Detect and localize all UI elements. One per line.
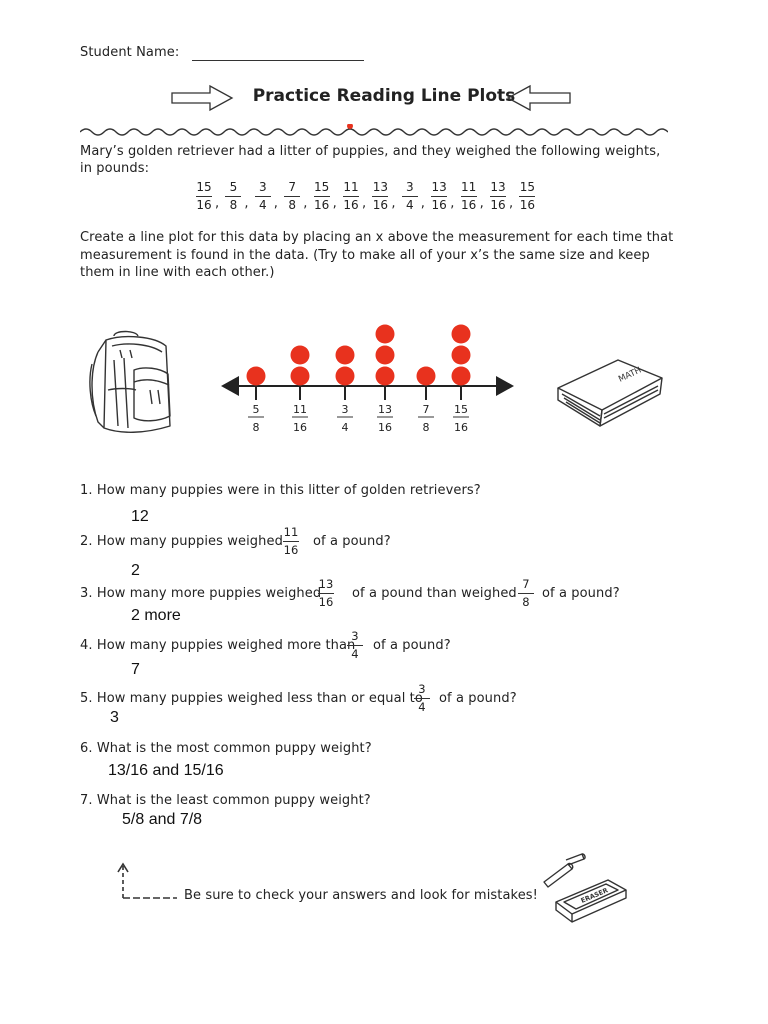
- plot-dot: [336, 367, 355, 386]
- answer-1: 12: [131, 508, 149, 525]
- answer-3: 2 more: [131, 607, 181, 624]
- weight-fraction: 13 16: [431, 180, 447, 212]
- question-3-middle: of a pound than weighed: [352, 586, 517, 601]
- eraser-label: ERASER: [579, 886, 610, 905]
- weight-fraction: 15 16: [313, 180, 330, 212]
- answer-5: 3: [110, 709, 119, 726]
- plot-tick-label-denominator: 8: [422, 421, 430, 434]
- wavy-divider: [80, 124, 668, 144]
- plot-tick-label-numerator: 11: [293, 403, 307, 416]
- plot-dot: [291, 367, 310, 386]
- weight-fraction: 5 8: [222, 180, 244, 213]
- weight-separator: ,: [479, 196, 484, 211]
- plot-dot: [291, 346, 310, 365]
- plot-dot: [247, 367, 266, 386]
- question-5-fraction: 3 4: [411, 682, 433, 715]
- answer-6: 13/16 and 15/16: [108, 762, 224, 779]
- plot-tick-label-numerator: 7: [422, 403, 430, 416]
- plot-tick-label-denominator: 16: [293, 421, 307, 434]
- question-1: 1. How many puppies were in this litter of golden retrievers?: [80, 483, 481, 498]
- weight-fraction: 11 16: [460, 180, 477, 212]
- plot-tick-label-denominator: 4: [341, 421, 349, 434]
- page-title: Practice Reading Line Plots: [252, 86, 516, 106]
- plot-tick-label-numerator: 15: [454, 403, 468, 416]
- arrow-left-icon: [506, 84, 572, 112]
- question-4: [80, 629, 500, 666]
- plot-dot: [452, 325, 471, 344]
- weight-separator: ,: [362, 196, 367, 211]
- question-4-text: 4. How many puppies weighed more than: [80, 638, 356, 653]
- weight-separator: ,: [244, 196, 249, 211]
- chalk-eraser-icon: [538, 852, 632, 928]
- plot-dot: [376, 367, 395, 386]
- weight-separator: ,: [332, 196, 337, 211]
- weight-separator: ,: [303, 196, 308, 211]
- weight-fraction: 13 16: [372, 180, 389, 212]
- answer-2: 2: [131, 562, 140, 579]
- line-plot: [215, 305, 520, 440]
- weight-separator: ,: [420, 196, 425, 211]
- question-3-fraction-2: 7 8: [515, 577, 537, 610]
- intro-text: Mary’s golden retriever had a litter of puppies, and they weighed the following weights, in pounds:: [80, 144, 661, 176]
- plot-tick-label-numerator: 3: [341, 403, 349, 416]
- question-3-fraction-1: 13 16: [318, 577, 334, 609]
- instructions-text: Create a line plot for this data by placing an x above the measurement for each time that measurement is found in the data. (Try to make all of your x’s the same size and keep them in line with each other.): [80, 230, 674, 280]
- book-label: MATH: [617, 365, 644, 385]
- weight-fraction: 15 16: [196, 180, 212, 212]
- weight-fraction: 11 16: [343, 180, 359, 212]
- question-2-fraction: 11 16: [283, 525, 299, 557]
- plot-dot: [376, 325, 395, 344]
- student-name-label: Student Name:: [80, 45, 180, 60]
- footer-text: Be sure to check your answers and look for mistakes!: [184, 888, 538, 903]
- answer-7: 5/8 and 7/8: [122, 811, 203, 828]
- weight-fraction: 3 4: [252, 180, 274, 213]
- weight-separator: ,: [215, 196, 220, 211]
- question-2-text: 2. How many puppies weighed: [80, 534, 283, 549]
- question-5: [80, 682, 540, 719]
- weight-fraction: 13 16: [490, 180, 506, 212]
- plot-tick-label-numerator: 5: [252, 403, 260, 416]
- math-book-icon: [552, 348, 668, 434]
- question-4-fraction: 3 4: [344, 629, 366, 662]
- plot-tick-label-numerator: 13: [378, 403, 392, 416]
- weight-fraction: 3 4: [399, 180, 421, 213]
- plot-dot: [452, 367, 471, 386]
- dashed-arrow-icon: [115, 860, 181, 902]
- question-3-text: 3. How many more puppies weighed: [80, 586, 322, 601]
- weight-fraction: 7 8: [281, 180, 303, 213]
- question-2: [80, 525, 480, 563]
- question-7: 7. What is the least common puppy weight?: [80, 793, 371, 808]
- student-name-field[interactable]: [192, 60, 364, 61]
- plot-tick-label-denominator: 16: [454, 421, 468, 434]
- plot-dot: [417, 367, 436, 386]
- weight-fraction: 15 16: [519, 180, 536, 212]
- weight-separator: ,: [509, 196, 514, 211]
- question-5-text: 5. How many puppies weighed less than or equal to: [80, 691, 423, 706]
- question-3-suffix: of a pound?: [542, 586, 620, 601]
- weight-separator: ,: [273, 196, 278, 211]
- plot-dot: [376, 346, 395, 365]
- question-2-suffix: of a pound?: [313, 534, 391, 549]
- plot-dot: [452, 346, 471, 365]
- plot-tick-label-denominator: 16: [378, 421, 392, 434]
- answer-4: 7: [131, 661, 140, 678]
- weight-separator: ,: [391, 196, 396, 211]
- question-5-suffix: of a pound?: [439, 691, 517, 706]
- weight-separator: ,: [450, 196, 455, 211]
- plot-tick-label-denominator: 8: [252, 421, 260, 434]
- question-4-suffix: of a pound?: [373, 638, 451, 653]
- plot-dot: [336, 346, 355, 365]
- question-6: 6. What is the most common puppy weight?: [80, 741, 372, 756]
- weights-list: [0, 180, 768, 216]
- backpack-icon: [84, 330, 180, 436]
